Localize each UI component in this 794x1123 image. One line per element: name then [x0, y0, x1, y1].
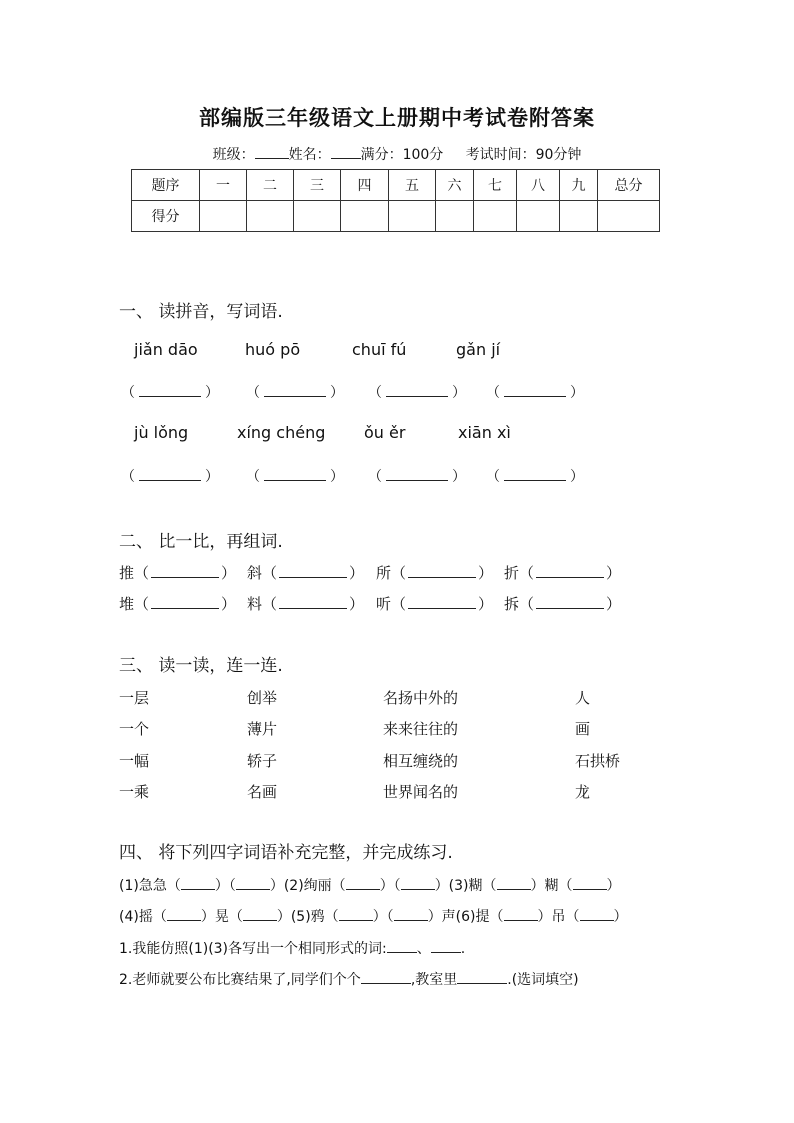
match-item[interactable]: 轿子 [247, 752, 278, 770]
match-item[interactable]: 一幅 [119, 752, 150, 770]
match-item[interactable]: 画 [575, 720, 591, 738]
header-cell: 五 [389, 170, 436, 201]
compare-item[interactable]: 所（ ） [376, 564, 494, 582]
compare-item[interactable]: 堆（ ） [119, 595, 237, 613]
score-table [131, 169, 660, 232]
page-title: 部编版三年级语文上册期中考试卷附答案 [199, 105, 595, 130]
pinyin-item: huó pō [245, 340, 301, 359]
answer-blank[interactable]: （ ） [486, 385, 584, 401]
exam-time: 考试时间：90分钟 [465, 147, 582, 163]
pinyin-item: gǎn jí [456, 340, 501, 359]
idiom-line-2[interactable]: (4)摇（ ）晃（ ）(5)鸦（ ）（ ）声(6)提（ ）吊（ ） [119, 909, 628, 925]
answer-blank[interactable]: （ ） [121, 469, 219, 485]
header-cell: 总分 [598, 170, 660, 201]
exam-info [0, 144, 794, 164]
section-4-heading: 四、 将下列四字词语补充完整，并完成练习. [119, 843, 453, 863]
section-2-heading: 二、 比一比，再组词. [119, 532, 283, 552]
answer-blank[interactable]: （ ） [368, 385, 466, 401]
match-item[interactable]: 名扬中外的 [383, 689, 459, 707]
class-field[interactable] [255, 144, 289, 159]
match-item[interactable]: 人 [575, 689, 591, 707]
question-1[interactable]: 1.我能仿照(1)(3)各写出一个相同形式的词: 、 . [119, 941, 466, 957]
section-1-heading: 一、 读拼音，写词语. [119, 302, 283, 322]
match-item[interactable]: 来来往往的 [383, 720, 459, 738]
header-cell: 六 [436, 170, 474, 201]
header-cell: 题序 [132, 170, 200, 201]
pinyin-item: ǒu ěr [364, 423, 406, 442]
compare-item[interactable]: 斜（ ） [247, 564, 365, 582]
answer-blank[interactable]: （ ） [368, 469, 466, 485]
name-field[interactable] [331, 144, 361, 159]
match-item[interactable]: 龙 [575, 783, 591, 801]
score-table-score-row [132, 201, 660, 232]
pinyin-item: xíng chéng [237, 423, 326, 442]
match-item[interactable]: 一乘 [119, 783, 150, 801]
name-label: 姓名： [288, 147, 331, 163]
pinyin-item: jù lǒng [134, 423, 189, 442]
match-item[interactable]: 薄片 [247, 720, 278, 738]
match-item[interactable]: 石拱桥 [575, 752, 621, 770]
header-cell: 一 [200, 170, 247, 201]
match-item[interactable]: 一个 [119, 720, 150, 738]
score-cell[interactable] [517, 201, 560, 232]
header-cell: 四 [341, 170, 389, 201]
score-cell[interactable] [200, 201, 247, 232]
pinyin-item: jiǎn dāo [134, 340, 198, 359]
header-cell: 七 [474, 170, 517, 201]
score-cell[interactable] [436, 201, 474, 232]
row-label: 得分 [132, 201, 200, 232]
full-score: 满分：100分 [360, 147, 444, 163]
pinyin-item: xiān xì [458, 423, 511, 442]
score-cell[interactable] [341, 201, 389, 232]
compare-item[interactable]: 推（ ） [119, 564, 237, 582]
score-table-header-row [132, 170, 660, 201]
answer-blank[interactable]: （ ） [246, 469, 344, 485]
class-label: 班级： [212, 147, 255, 163]
header-cell: 八 [517, 170, 560, 201]
answer-blank[interactable]: （ ） [486, 469, 584, 485]
compare-item[interactable]: 料（ ） [247, 595, 365, 613]
idiom-line-1[interactable]: (1)急急（ ）（ ）(2)绚丽（ ）（ ）(3)糊（ ）糊（ ） [119, 878, 621, 894]
answer-blank[interactable]: （ ） [121, 385, 219, 401]
pinyin-item: chuī fú [352, 340, 407, 359]
section-3-heading: 三、 读一读，连一连. [119, 656, 283, 676]
match-item[interactable]: 一层 [119, 689, 150, 707]
question-2[interactable]: 2.老师就要公布比赛结果了,同学们个个 ,教室里 .(选词填空) [119, 972, 579, 988]
answer-blank[interactable]: （ ） [246, 385, 344, 401]
compare-item[interactable]: 拆（ ） [504, 595, 622, 613]
header-cell: 三 [294, 170, 341, 201]
score-cell[interactable] [474, 201, 517, 232]
match-item[interactable]: 相互缠绕的 [383, 752, 459, 770]
score-cell[interactable] [389, 201, 436, 232]
header-cell: 二 [247, 170, 294, 201]
score-cell[interactable] [294, 201, 341, 232]
compare-item[interactable]: 听（ ） [376, 595, 494, 613]
score-cell[interactable] [560, 201, 598, 232]
match-item[interactable]: 世界闻名的 [383, 783, 459, 801]
score-cell[interactable] [598, 201, 660, 232]
compare-item[interactable]: 折（ ） [504, 564, 622, 582]
score-cell[interactable] [247, 201, 294, 232]
header-cell: 九 [560, 170, 598, 201]
match-item[interactable]: 名画 [247, 783, 278, 801]
match-item[interactable]: 创举 [247, 689, 278, 707]
